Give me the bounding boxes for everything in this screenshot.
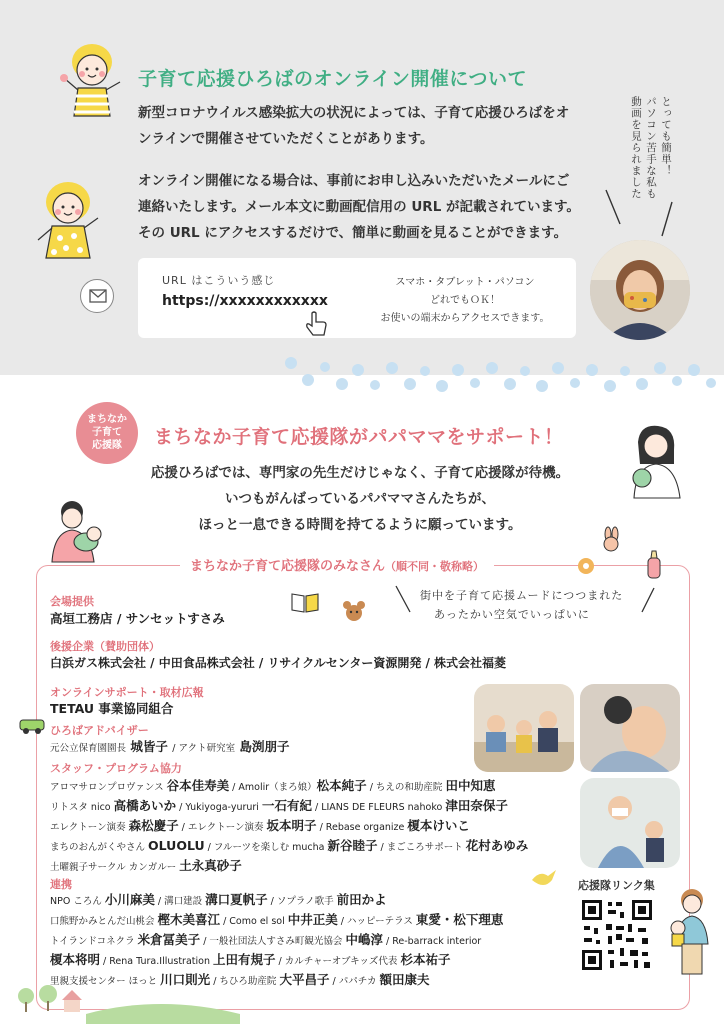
member-name: 杉本祐子 xyxy=(400,952,451,967)
event-photo-3 xyxy=(580,778,680,868)
member-name: 津田奈保子 xyxy=(445,798,508,813)
sponsor-label: 後援企業（賛助団体） xyxy=(50,640,160,653)
member-name: 小川麻美 xyxy=(104,892,155,907)
event-photo-2 xyxy=(580,684,680,772)
member-affiliation: / ハッピーテラス xyxy=(337,916,416,927)
toy-car-icon xyxy=(18,714,46,736)
member-affiliation: リトスタ nico xyxy=(50,802,114,813)
member-name: 大平昌子 xyxy=(279,972,330,987)
url-example-link[interactable]: https://xxxxxxxxxxxx xyxy=(162,293,328,309)
member-row xyxy=(50,910,503,928)
member-affiliation: アロマサロンプロヴァンス xyxy=(50,782,167,793)
member-name: 中嶋淳 xyxy=(345,932,383,947)
support-title: まちなか子育て応援隊がパパママをサポート！ xyxy=(154,426,564,448)
member-affiliation: / 一般社団法人すさみ町観光協会 xyxy=(200,936,346,947)
participant-photo xyxy=(590,240,690,340)
online-title: 子育て応援ひろばのオンライン開催について xyxy=(138,68,528,90)
member-name: 松本純子 xyxy=(316,778,367,793)
advisor-text: 元公立保育園園長 城皆子 / アクト研究室 島渕朋子 xyxy=(50,739,290,754)
member-name: 中井正美 xyxy=(287,912,338,927)
member-affiliation: / ちえの和助産院 xyxy=(366,782,446,793)
child-illustration-icon xyxy=(34,178,104,270)
members-title: まちなか子育て応援隊のみなさん（順不同・敬称略） xyxy=(180,555,494,574)
member-name: 田中知恵 xyxy=(445,778,496,793)
staff-label: スタッフ・プログラム協力 xyxy=(50,762,182,775)
member-name: 花村あゆみ xyxy=(465,838,529,853)
mail-icon xyxy=(80,279,114,313)
member-name: 新谷睦子 xyxy=(327,838,378,853)
member-row xyxy=(50,856,242,874)
member-affiliation: / エレクトーン演奏 xyxy=(178,822,267,833)
member-affiliation: 口熊野かみとんだ山桃会 xyxy=(50,916,158,927)
member-name: 一石有紀 xyxy=(261,798,312,813)
member-name: 溝口夏帆子 xyxy=(205,892,268,907)
event-photo-1 xyxy=(474,684,574,772)
member-affiliation: トイランドコネクラ xyxy=(50,936,138,947)
flower-icon xyxy=(576,556,596,576)
advisor-label: ひろばアドバイザー xyxy=(50,724,149,737)
url-caption: URL はこういう感じ xyxy=(162,274,276,287)
member-affiliation: エレクトーン演奏 xyxy=(50,822,129,833)
venue-label: 会場提供 xyxy=(50,595,94,608)
member-row xyxy=(50,890,387,908)
online-support-label: オンラインサポート・取材広報 xyxy=(50,686,204,699)
devices-note: スマホ・タブレット・パソコン どれでもＯＫ！ お使いの端末からアクセスできます。 xyxy=(380,277,550,324)
member-row xyxy=(50,930,481,948)
online-paragraph-2: オンライン開催になる場合は、事前にお申し込みいただいたメールにご 連絡いたします。メール本文に動画配信用の URL が記載されています。 その URL にアクセスするだけで、簡単に動画を見ることができます。 xyxy=(138,173,580,241)
online-paragraph-1: 新型コロナウイルス感染拡大の状況によっては、子育て応援ひろばをオ ンラインで開催させていただくことがあります。 xyxy=(138,105,570,147)
support-intro: 応援ひろばでは、専門家の先生だけじゃなく、子育て応援隊が待機。 いつもがんばっているパパママさんたちが、 ほっと一息できる時間を持てるように願っています。 xyxy=(150,465,570,533)
member-name: 前田かよ xyxy=(336,892,387,907)
member-row xyxy=(50,950,450,968)
venue-text: 高垣工務店 / サンセットすさみ xyxy=(50,611,225,626)
member-affiliation: 里親支援センター ほっと xyxy=(50,976,161,987)
parent-child-illustration-icon xyxy=(620,420,690,500)
member-affiliation: / まごころサポート xyxy=(377,842,466,853)
member-name: 森松慶子 xyxy=(128,818,179,833)
member-affiliation: まちのおんがくやさん xyxy=(50,842,149,853)
member-affiliation: / フルーツを楽しむ mucha xyxy=(204,842,328,853)
member-name: 米倉冨美子 xyxy=(137,932,201,947)
qr-code[interactable] xyxy=(580,898,654,972)
member-affiliation: / ソプラノ歌手 xyxy=(267,896,337,907)
member-affiliation: / Rena Tura.Illustration xyxy=(100,956,213,967)
town-scenery-icon xyxy=(0,984,260,1024)
member-name: 樫木美喜江 xyxy=(157,912,221,927)
support-badge: まちなか 子育て 応援隊 xyxy=(76,402,138,464)
rabbit-icon xyxy=(600,526,622,552)
child-illustration-icon xyxy=(58,38,128,128)
member-affiliation: NPO ころん xyxy=(50,896,105,907)
member-affiliation: / Rebase organize xyxy=(316,822,408,833)
member-name: 東愛・松下理恵 xyxy=(415,912,504,927)
member-affiliation: / Yukiyoga-yururi xyxy=(176,802,262,813)
bear-icon xyxy=(342,600,366,622)
member-name: 上田有規子 xyxy=(213,952,276,967)
pointer-hand-icon xyxy=(304,310,330,338)
member-name: 額田康夫 xyxy=(379,972,430,987)
parent-children-illustration-icon xyxy=(656,884,720,980)
member-name: 榎本将明 xyxy=(50,952,101,967)
member-name: 土永真砂子 xyxy=(179,858,242,873)
member-name: OLUOLU xyxy=(148,838,205,853)
bird-icon xyxy=(530,866,558,892)
parent-baby-illustration-icon xyxy=(44,496,110,566)
member-name: 川口則光 xyxy=(160,972,211,987)
speech-note: とっても簡単！ パソコン苦手な私も 動画を見られました xyxy=(630,96,672,200)
member-affiliation: / Re-barrack interior xyxy=(382,936,482,947)
member-affiliation: / パパチカ xyxy=(329,976,380,987)
qr-label: 応援隊リンク集 xyxy=(578,879,655,892)
member-row xyxy=(50,796,508,814)
member-affiliation: 土曜親子サークル カンガルー xyxy=(50,862,180,873)
hand-note: 街中を子育て応援ムードにつつまれた あったかい空気でいっぱいに xyxy=(420,589,624,621)
picture-book-icon xyxy=(290,590,320,614)
member-row xyxy=(50,776,495,794)
member-row xyxy=(50,836,528,854)
member-affiliation: / Como el sol xyxy=(220,916,288,927)
member-name: 榎本けいこ xyxy=(407,818,470,833)
collab-label: 連携 xyxy=(50,878,72,891)
member-name: 高橋あいか xyxy=(113,798,177,813)
member-affiliation: / 溝口建設 xyxy=(154,896,206,907)
sponsor-text: 白浜ガス株式会社 / 中田食品株式会社 / リサイクルセンター資源開発 / 株式会社福菱 xyxy=(50,656,507,670)
member-affiliation: / ちひろ助産院 xyxy=(210,976,280,987)
baby-bottle-icon xyxy=(640,548,668,580)
member-affiliation: / LIANS DE FLEURS nahoko xyxy=(311,802,446,813)
member-affiliation: / Amolir（まろ娘） xyxy=(229,782,317,793)
member-row xyxy=(50,816,470,834)
online-support-text: TETAU 事業協同組合 xyxy=(50,701,174,716)
member-name: 谷本佳寿美 xyxy=(166,778,230,793)
member-name: 坂本明子 xyxy=(266,818,317,833)
member-affiliation: / カルチャーオブキッズ代表 xyxy=(275,956,401,967)
